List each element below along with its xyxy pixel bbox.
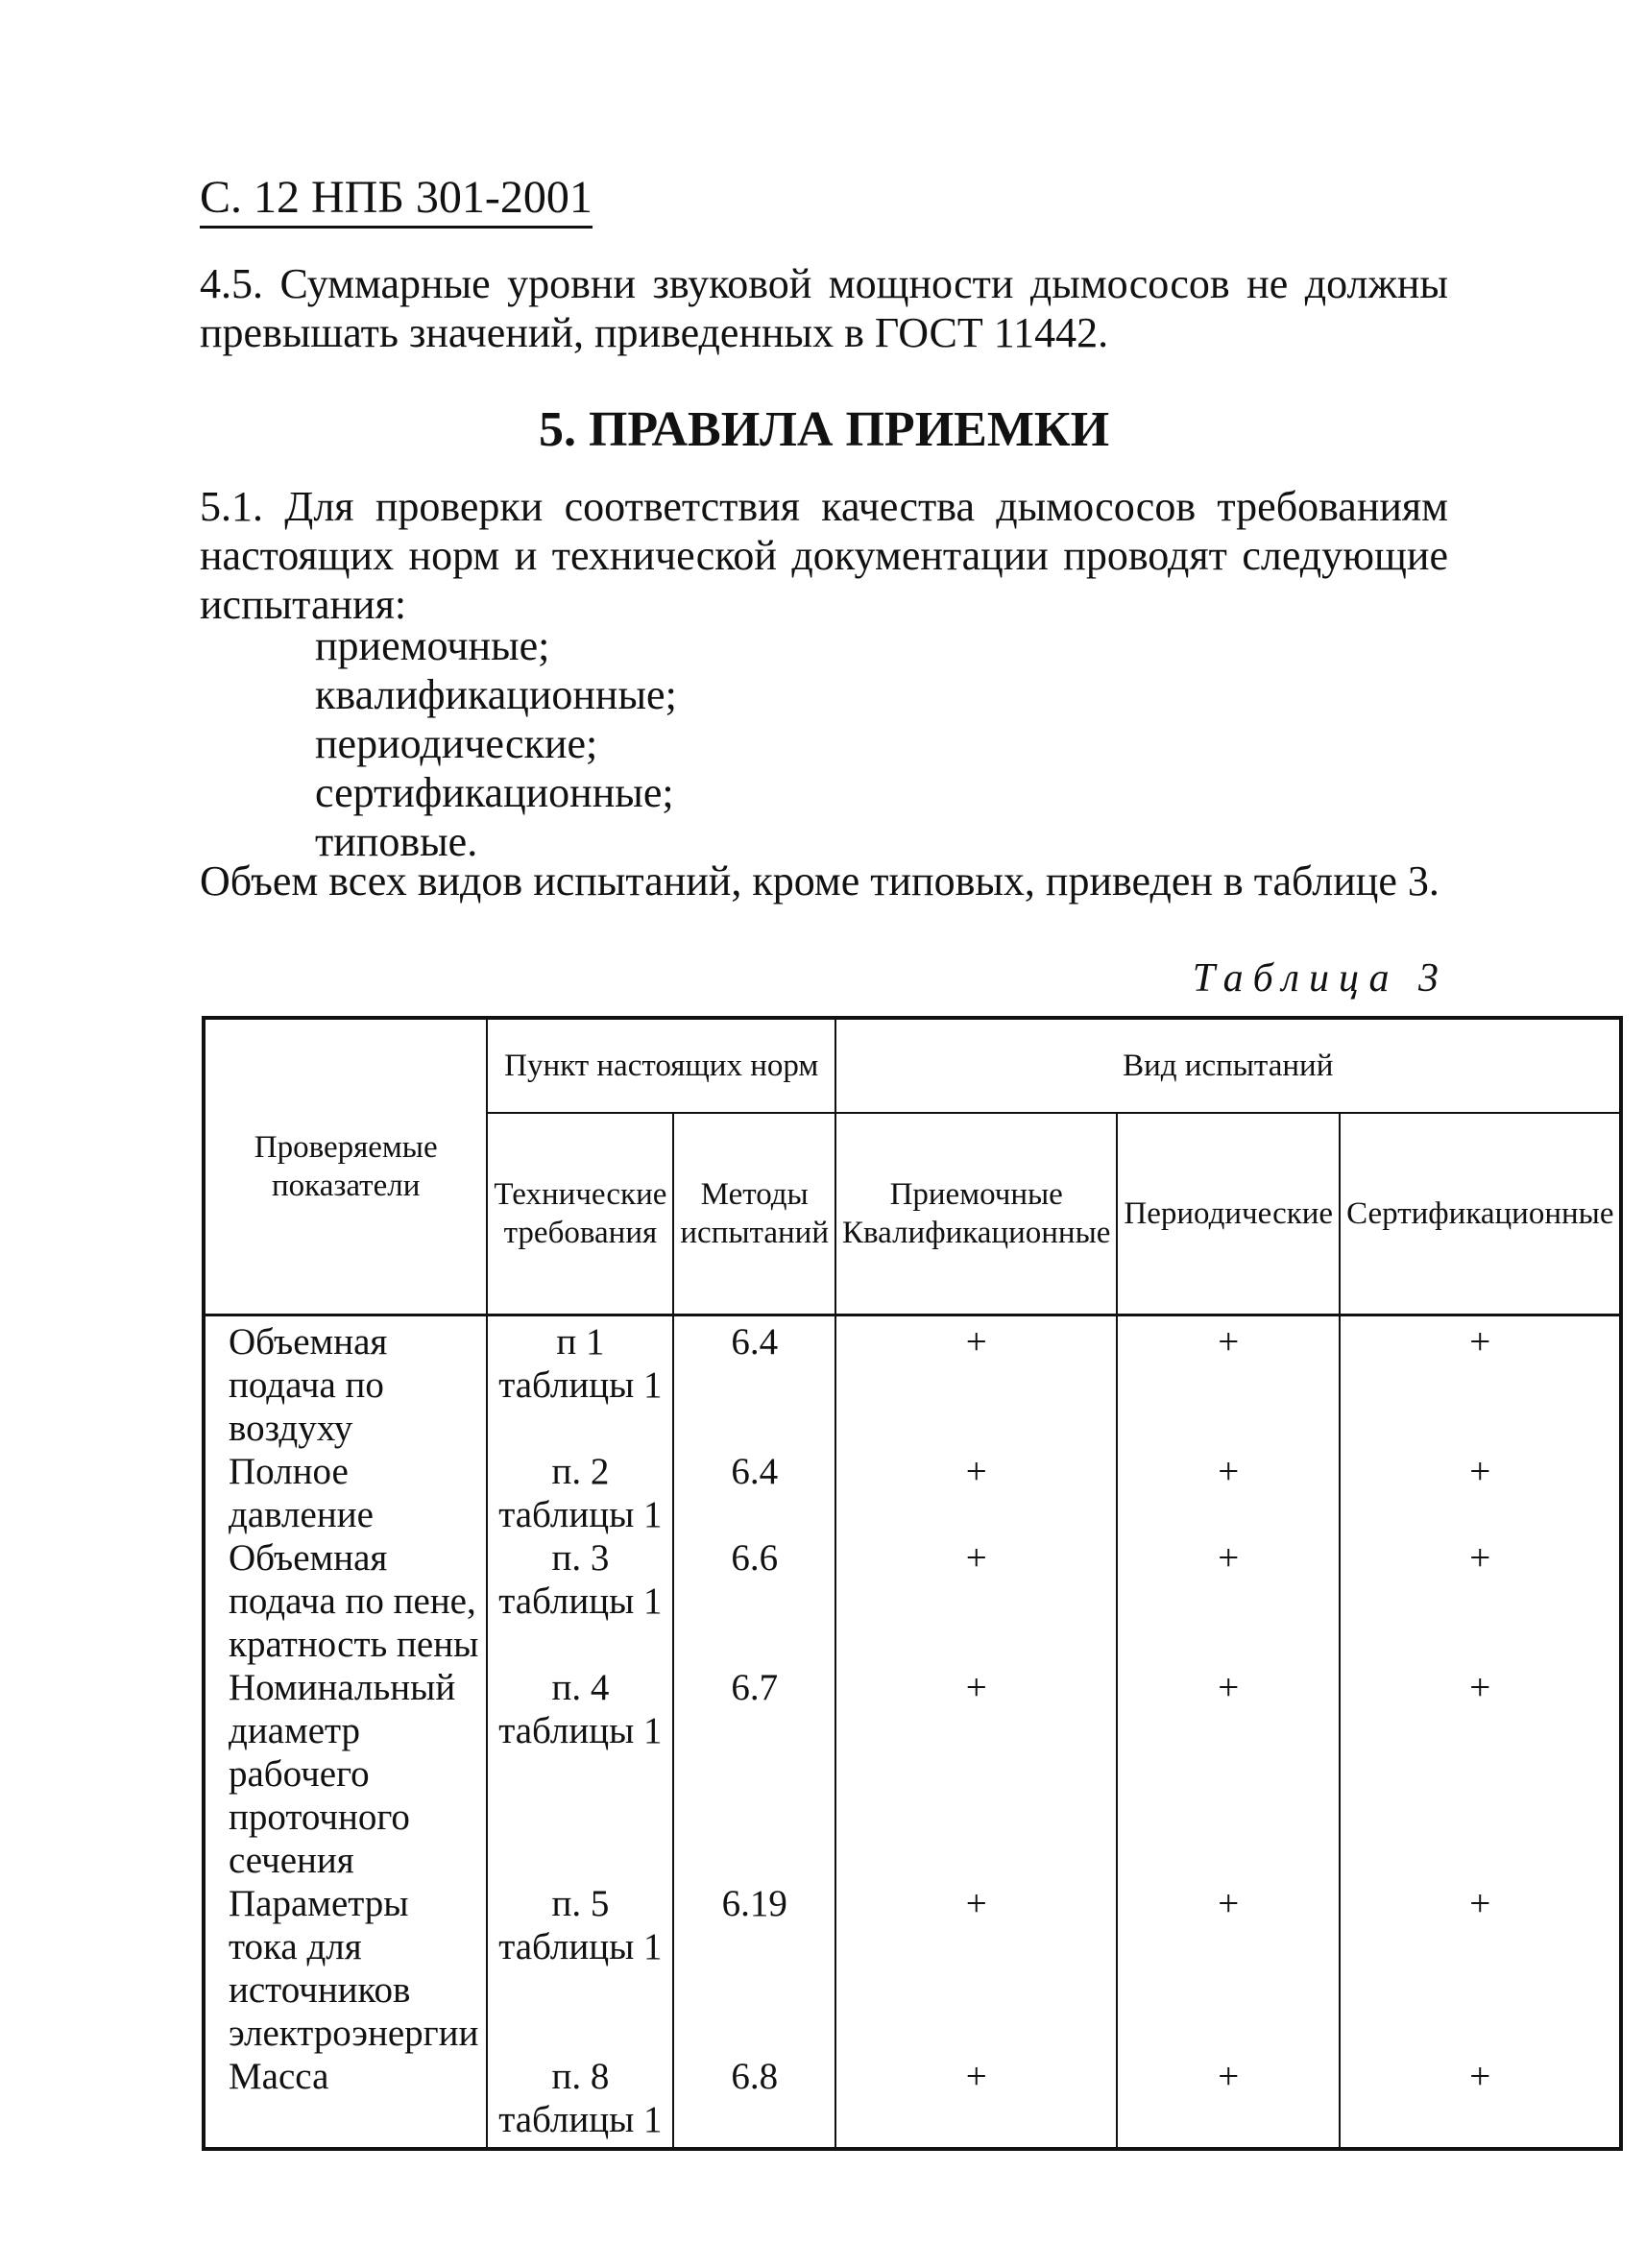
table-row (204, 1666, 1621, 1882)
cell-periodic: + (1117, 1666, 1340, 1882)
cell-accept: + (835, 1666, 1117, 1882)
table-row (204, 1450, 1621, 1536)
paragraph-5-1: 5.1. Для проверки соответствия качества дымососов требованиям настоящих норм и технической документации проводят следующие испытания: (200, 483, 1448, 628)
cell-req: п 1 таблицы 1 (487, 1315, 673, 1451)
cell-cert: + (1340, 1536, 1621, 1666)
header-clause: Пункт настоящих норм (487, 1018, 835, 1113)
cell-cert: + (1340, 1315, 1621, 1451)
table-row (204, 1882, 1621, 2055)
header-test-kind: Вид испытаний (835, 1018, 1622, 1113)
list-item: периодические; (315, 720, 598, 767)
cell-periodic: + (1117, 1536, 1340, 1666)
table-row (204, 2055, 1621, 2149)
list-item: типовые. (315, 818, 478, 865)
header-periodic: Периодические (1117, 1113, 1340, 1315)
cell-accept: + (835, 1450, 1117, 1536)
cell-indicator: Параметры тока для источников электроэнергии (204, 1882, 487, 2055)
cell-method: 6.19 (673, 1882, 835, 2055)
cell-req: п. 4 таблицы 1 (487, 1666, 673, 1882)
cell-indicator: Масса (204, 2055, 487, 2149)
cell-periodic: + (1117, 1882, 1340, 2055)
paragraph-4-5: 4.5. Суммарные уровни звуковой мощности дымососов не должны превышать значений, приведенных в ГОСТ 11442. (200, 260, 1448, 356)
page-header: С. 12 НПБ 301-2001 (200, 173, 593, 229)
header-methods: Методы испытаний (673, 1113, 835, 1315)
header-indicator: Проверяемые показатели (204, 1018, 487, 1315)
cell-method: 6.7 (673, 1666, 835, 1882)
cell-cert: + (1340, 1450, 1621, 1536)
cell-req: п. 5 таблицы 1 (487, 1882, 673, 2055)
header-accept-qual: Приемочные Квалификационные (835, 1113, 1117, 1315)
cell-accept: + (835, 1315, 1117, 1451)
paragraph-volume: Объем всех видов испытаний, кроме типовых, приведен в таблице 3. (200, 857, 1439, 905)
cell-indicator: Объемная подача по воздуху (204, 1315, 487, 1451)
cell-method: 6.6 (673, 1536, 835, 1666)
cell-indicator: Полное давление (204, 1450, 487, 1536)
list-item: приемочные; (315, 622, 550, 669)
table-row (204, 1536, 1621, 1666)
cell-cert: + (1340, 1666, 1621, 1882)
cell-cert: + (1340, 1882, 1621, 2055)
table-row (204, 1315, 1621, 1451)
cell-req: п. 2 таблицы 1 (487, 1450, 673, 1536)
cell-method: 6.8 (673, 2055, 835, 2149)
cell-indicator: Объемная подача по пене, кратность пены (204, 1536, 487, 1666)
cell-cert: + (1340, 2055, 1621, 2149)
table-caption: Таблица 3 (1192, 956, 1448, 1001)
table-3 (202, 1016, 1623, 2151)
list-item: сертификационные; (315, 769, 674, 816)
test-types-list (315, 621, 677, 866)
cell-periodic: + (1117, 1450, 1340, 1536)
cell-req: п. 8 таблицы 1 (487, 2055, 673, 2149)
header-cert: Сертификационные (1340, 1113, 1621, 1315)
cell-accept: + (835, 1536, 1117, 1666)
cell-method: 6.4 (673, 1315, 835, 1451)
cell-method: 6.4 (673, 1450, 835, 1536)
cell-req: п. 3 таблицы 1 (487, 1536, 673, 1666)
header-tech-req: Технические требования (487, 1113, 673, 1315)
cell-periodic: + (1117, 2055, 1340, 2149)
section-title: 5. ПРАВИЛА ПРИЕМКИ (538, 402, 1110, 457)
list-item: квалификационные; (315, 671, 677, 718)
cell-periodic: + (1117, 1315, 1340, 1451)
cell-accept: + (835, 1882, 1117, 2055)
cell-indicator: Номинальный диаметр рабочего проточного сечения (204, 1666, 487, 1882)
cell-accept: + (835, 2055, 1117, 2149)
